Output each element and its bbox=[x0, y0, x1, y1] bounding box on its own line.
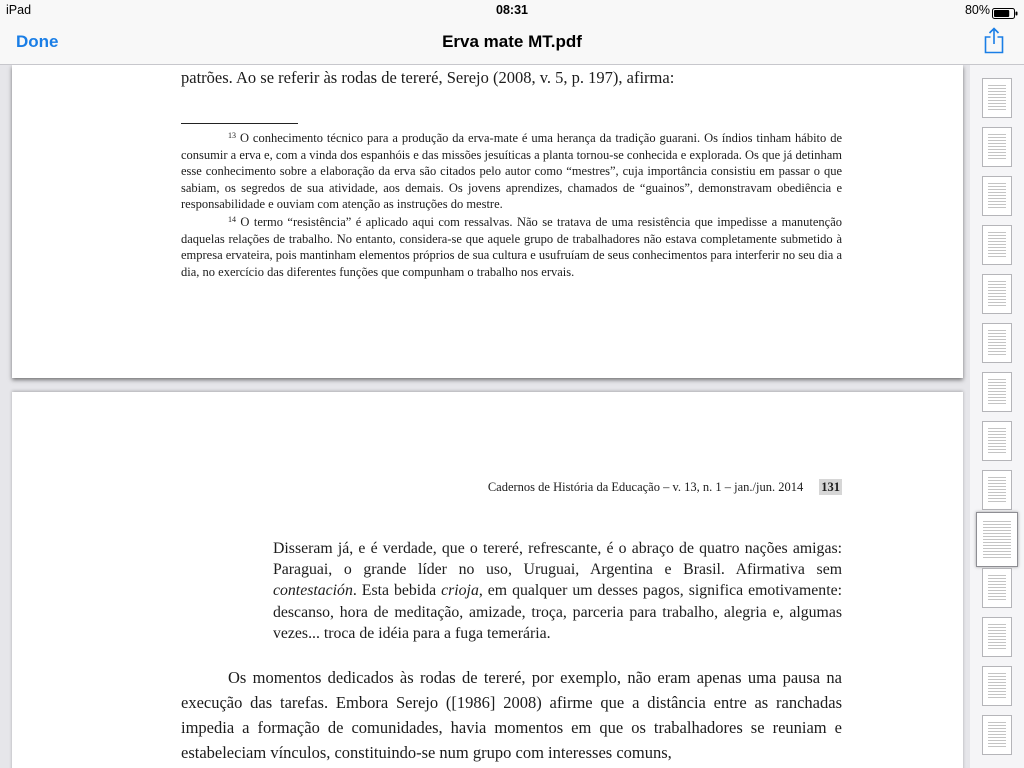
footnote-number: 14 bbox=[228, 215, 236, 224]
status-time: 08:31 bbox=[496, 3, 528, 17]
battery-icon bbox=[992, 5, 1018, 16]
navigation-bar bbox=[0, 20, 1024, 65]
page-number: 131 bbox=[821, 480, 840, 494]
page-thumbnail[interactable] bbox=[982, 78, 1012, 118]
share-icon[interactable] bbox=[984, 27, 1004, 54]
journal-citation: Cadernos de História da Educação – v. 13, n. 1 – jan./jun. 2014 bbox=[487, 480, 804, 494]
page-thumbnail[interactable] bbox=[982, 617, 1012, 657]
pdf-page-previous[interactable] bbox=[12, 65, 963, 378]
footnote-text: O conhecimento técnico para a produção da erva-mate é uma herança da tradição guarani. Os índios tinham hábito de consumir a erva e, com a vinda dos espanhóis e das missões jesuíticas a planta tornou-se conhecida e explorada. Os que já detinham esse conhecimento sobre a elaboração da erva são citados pelo autor como “mestres”, cuja importância consistiu em passar o que sabiam, os segredos de sua atividade, aos demais. Os jovens aprendizes, chamados de “guainos”, demonstravam obediência e responsabilidade e ouviam com atenção as instruções do mestre. bbox=[181, 131, 842, 211]
block-quote bbox=[273, 538, 842, 644]
device-name: iPad bbox=[6, 3, 32, 17]
page-thumbnail[interactable] bbox=[982, 127, 1012, 167]
text-segment: Disseram já, e é verdade, que o tereré, refrescante, é o abraço de quatro nações amigas: Paraguai, o grande líder no uso, Uruguai, Argentina e Brasil. Afirmativa sem bbox=[273, 540, 842, 579]
page-thumbnail-current[interactable] bbox=[976, 512, 1018, 567]
italic-text: crioja bbox=[441, 582, 479, 600]
document-viewer[interactable] bbox=[0, 65, 1024, 768]
page-thumbnail-strip[interactable] bbox=[970, 65, 1024, 768]
footnote-number: 13 bbox=[228, 131, 236, 140]
status-bar bbox=[0, 0, 1024, 20]
page-thumbnail[interactable] bbox=[982, 225, 1012, 265]
battery-percentage: 80% bbox=[964, 3, 990, 17]
body-paragraph: Os momentos dedicados às rodas de tereré, por exemplo, não eram apenas uma pausa na execução das tarefas. Embora Serejo ([1986] 2008) afirme que a distância entre as ranchadas impedia a formação de comunidades, havia momentos em que os trabalhadores se reuniam e estabeleciam vínculos, constituindo-se num grupo com interesses comuns, bbox=[181, 668, 842, 762]
running-header bbox=[181, 479, 842, 495]
page-thumbnail[interactable] bbox=[982, 470, 1012, 510]
text-segment: , em qualquer um desses pagos, significa emotivamente: descanso, hora de meditação, amizade, troça, parceria para trabalho, alegria e, algumas vezes... troca de idéia para a fuga temerária. bbox=[273, 582, 842, 642]
page-thumbnail[interactable] bbox=[982, 568, 1012, 608]
footnote-divider bbox=[181, 123, 298, 124]
document-title: Erva mate MT.pdf bbox=[442, 32, 582, 51]
footnotes bbox=[181, 130, 842, 280]
page-thumbnail[interactable] bbox=[982, 176, 1012, 216]
pdf-page-current[interactable] bbox=[12, 392, 963, 768]
page-thumbnail[interactable] bbox=[982, 666, 1012, 706]
page-thumbnail[interactable] bbox=[982, 372, 1012, 412]
page-thumbnail[interactable] bbox=[982, 274, 1012, 314]
body-text-line: patrões. Ao se referir às rodas de tereré, Serejo (2008, v. 5, p. 197), afirma: bbox=[181, 68, 675, 87]
page-thumbnail[interactable] bbox=[982, 421, 1012, 461]
footnote-text: O termo “resistência” é aplicado aqui com ressalvas. Não se tratava de uma resistência que impedisse a manutenção daquelas relações de trabalho. No entanto, considera-se que aquele grupo de trabalhadores não estava completamente submetido à empresa ervateira, pois mantinham elementos próprios de sua cultura e usufruíam de seus conhecimentos para interferir no seu dia a dia, no exercício das diferentes funções que compunham o trabalho nos ervais. bbox=[181, 215, 842, 279]
page-thumbnail[interactable] bbox=[982, 715, 1012, 755]
footnote bbox=[181, 214, 842, 280]
text-segment: . Esta bebida bbox=[352, 582, 442, 600]
done-button[interactable]: Done bbox=[16, 32, 59, 51]
page-thumbnail[interactable] bbox=[982, 323, 1012, 363]
footnote bbox=[181, 130, 842, 213]
italic-text: contestación bbox=[273, 582, 353, 600]
